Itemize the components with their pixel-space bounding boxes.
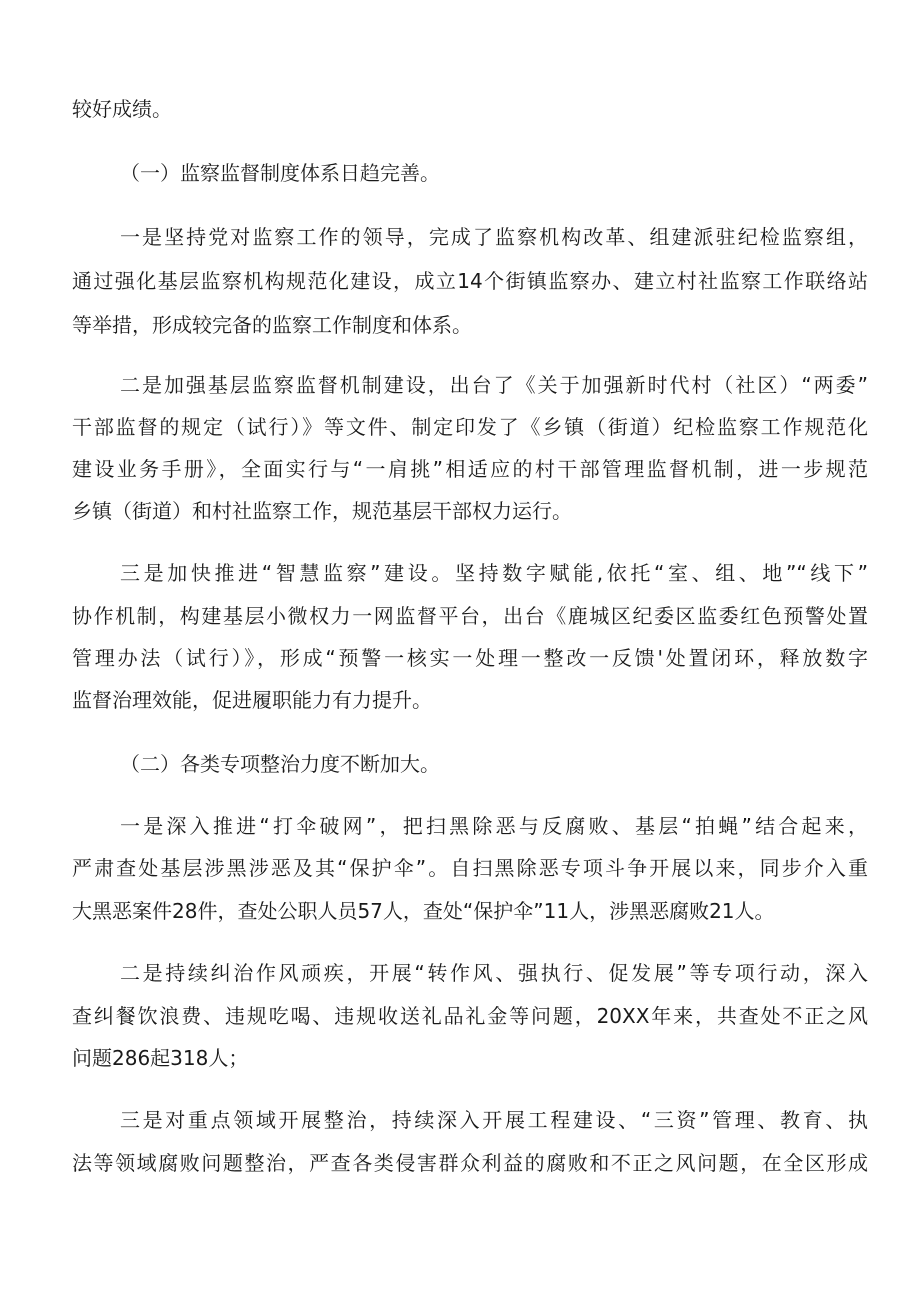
paragraph-line: 大黑恶案件28件，查处公职人员57人，查处“保护伞”11人，涉黑恶腐败21人。 <box>72 899 775 923</box>
section-heading-2: （二）各类专项整治力度不断加大。 <box>120 752 440 776</box>
paragraph-line: 查纠餐饮浪费、违规吃喝、违规收送礼品礼金等问题，20XX年来，共查处不正之风 <box>72 1004 868 1028</box>
paragraph-line: 三是加快推进“智慧监察”建设。坚持数字赋能,依托“室、组、地”“线下” <box>120 561 868 585</box>
paragraph-line: 二是加强基层监察监督机制建设，出台了《关于加强新时代村（社区）“两委” <box>120 373 868 397</box>
paragraph-line: 监督治理效能，促进履职能力有力提升。 <box>72 688 432 712</box>
paragraph-line: 问题286起318人； <box>72 1046 249 1070</box>
paragraph-line: 干部监督的规定（试行）》等文件、制定印发了《乡镇（街道）纪检监察工作规范化 <box>72 415 868 439</box>
paragraph-line: 协作机制，构建基层小微权力一网监督平台，出台《鹿城区纪委区监委红色预警处置 <box>72 604 868 628</box>
paragraph-line: 乡镇（街道）和村社监察工作，规范基层干部权力运行。 <box>72 499 572 523</box>
paragraph-line: 较好成绩。 <box>72 97 172 121</box>
paragraph-line: 管理办法（试行）》，形成“预警一核实一处理一整改一反馈'处置闭环，释放数字 <box>72 646 868 670</box>
paragraph-line: 法等领域腐败问题整治，严查各类侵害群众利益的腐败和不正之风问题，在全区形成 <box>72 1151 868 1175</box>
paragraph-line: 二是持续纠治作风顽疾，开展“转作风、强执行、促发展”等专项行动，深入 <box>120 961 868 985</box>
paragraph-line: 等举措，形成较完备的监察工作制度和体系。 <box>72 313 472 337</box>
paragraph-line: 建设业务手册》，全面实行与“一肩挑”相适应的村干部管理监督机制，进一步规范 <box>72 457 868 481</box>
section-heading-1: （一）监察监督制度体系日趋完善。 <box>120 161 440 185</box>
paragraph-line: 严肃查处基层涉黑涉恶及其“保护伞”。自扫黑除恶专项斗争开展以来，同步介入重 <box>72 856 868 880</box>
paragraph-line: 一是深入推进“打伞破网”，把扫黑除恶与反腐败、基层“拍蝇”结合起来， <box>120 814 868 838</box>
paragraph-line: 通过强化基层监察机构规范化建设，成立14个街镇监察办、建立村社监察工作联络站 <box>72 269 868 293</box>
paragraph-line: 一是坚持党对监察工作的领导，完成了监察机构改革、组建派驻纪检监察组， <box>120 225 868 249</box>
paragraph-line: 三是对重点领域开展整治，持续深入开展工程建设、“三资”管理、教育、执 <box>120 1108 868 1132</box>
